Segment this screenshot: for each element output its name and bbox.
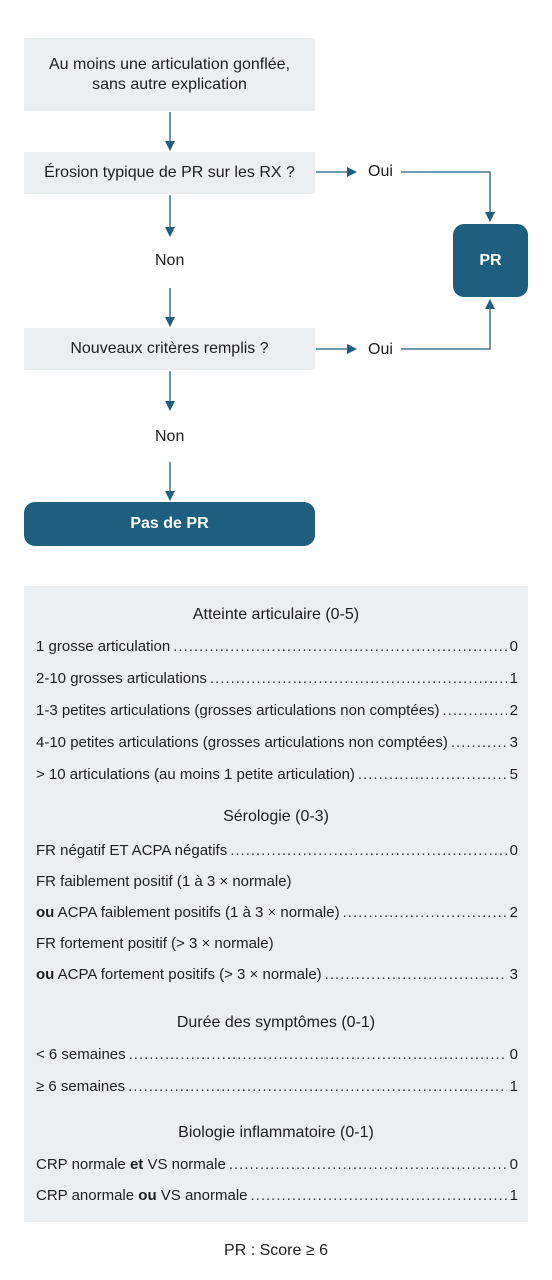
section-title-biology: Biologie inflammatoire (0-1): [178, 1124, 374, 1141]
criteria-label: FR négatif ET ACPA négatifs: [36, 842, 228, 859]
connector-or: ou: [36, 904, 55, 921]
criteria-label: FR faiblement positif (1 à 3 × normale): [36, 873, 292, 890]
criteria-label: < 6 semaines: [36, 1046, 126, 1063]
criteria-label: CRP normale et VS normale: [36, 1156, 226, 1173]
criteria-score: 0: [509, 842, 518, 859]
criteria-row: [36, 702, 518, 719]
pr-result-box: PR: [453, 224, 528, 297]
criteria-row: [36, 670, 518, 687]
criteria-row: [36, 1078, 518, 1095]
criteria-label: FR fortement positif (> 3 × normale): [36, 935, 274, 952]
connector-and: et: [129, 1156, 144, 1173]
criteria-row: [36, 966, 518, 983]
criteria-score: 0: [509, 1156, 518, 1173]
connector-or: ou: [36, 966, 55, 983]
criteria-score: 1: [509, 1078, 518, 1095]
criteria-row: [36, 638, 518, 655]
criteria-row-continued: [36, 935, 518, 952]
criteria-score: 5: [509, 766, 518, 783]
criteria-label: ≥ 6 semaines: [36, 1078, 126, 1095]
question-erosion-text: Érosion typique de PR sur les RX ?: [44, 164, 295, 182]
section-title-serology: Sérologie (0-3): [223, 808, 329, 825]
no-pr-result-box: Pas de PR: [24, 502, 315, 546]
section-title-duration: Durée des symptômes (0-1): [176, 1014, 376, 1031]
question-criteria-text: Nouveaux critères remplis ?: [70, 340, 269, 358]
criteria-label: ou ACPA faiblement positifs (1 à 3 × normale): [36, 904, 340, 921]
criteria-label: 2-10 grosses articulations: [36, 670, 207, 687]
criteria-score: 3: [509, 966, 518, 983]
section-title-articular: Atteinte articulaire (0-5): [192, 606, 360, 623]
criteria-row-continued: [36, 873, 518, 890]
start-text-line1: Au moins une articulation gonflée,: [48, 56, 291, 74]
no-label-criteria: Non: [155, 428, 185, 445]
criteria-label: 1 grosse articulation: [36, 638, 171, 655]
criteria-label: 4-10 petites articulations (grosses articulations non comptées): [36, 734, 448, 751]
criteria-score: 0: [509, 1046, 518, 1063]
criteria-score: 2: [509, 904, 518, 921]
criteria-score: 3: [509, 734, 518, 751]
criteria-label: CRP anormale ou VS anormale: [36, 1187, 248, 1204]
criteria-score: 1: [509, 670, 518, 687]
start-text-line2: sans autre explication: [92, 75, 247, 93]
flow-arrows: [0, 0, 552, 560]
criteria-row: [36, 1156, 518, 1173]
criteria-score: 0: [509, 638, 518, 655]
criteria-row: [36, 904, 518, 921]
criteria-row: [36, 766, 518, 783]
criteria-score: 1: [509, 1187, 518, 1204]
criteria-label: 1-3 petites articulations (grosses articulations non comptées): [36, 702, 440, 719]
yes-label-criteria: Oui: [368, 341, 393, 358]
connector-or: ou: [138, 1187, 157, 1204]
criteria-row: [36, 1046, 518, 1063]
criteria-row: [36, 734, 518, 751]
no-label-erosion: Non: [155, 252, 185, 269]
criteria-panel: [24, 586, 528, 1222]
yes-label-erosion: Oui: [368, 163, 393, 180]
score-threshold-footer: PR : Score ≥ 6: [224, 1242, 328, 1259]
criteria-row: [36, 1187, 518, 1204]
criteria-label: ou ACPA fortement positifs (> 3 × normale): [36, 966, 322, 983]
criteria-label: > 10 articulations (au moins 1 petite articulation): [36, 766, 355, 783]
criteria-score: 2: [509, 702, 518, 719]
criteria-row: [36, 842, 518, 859]
